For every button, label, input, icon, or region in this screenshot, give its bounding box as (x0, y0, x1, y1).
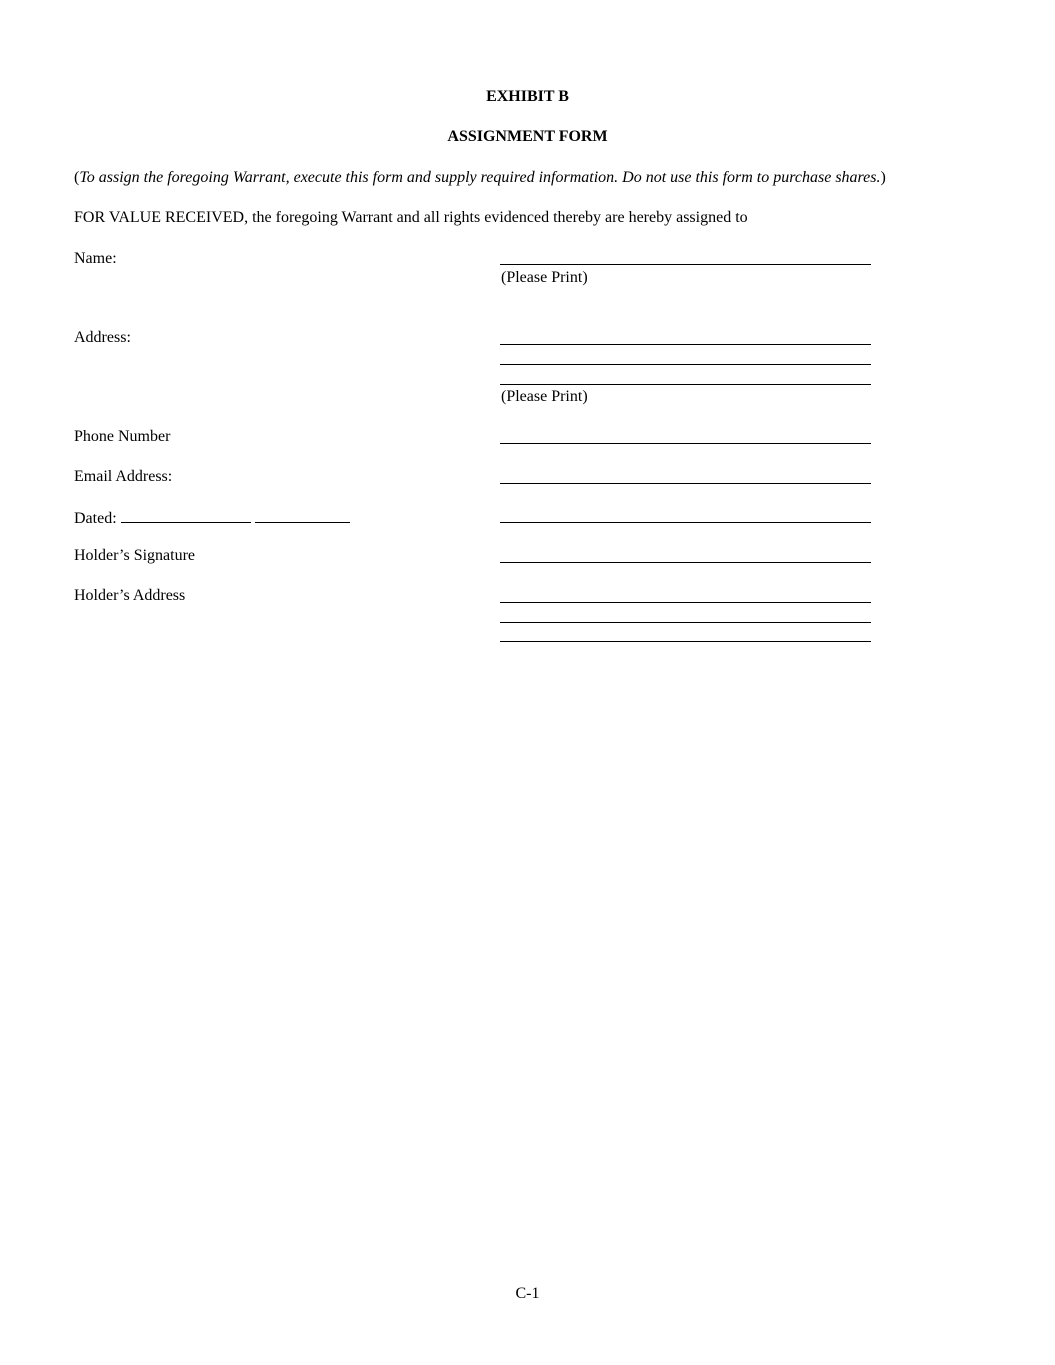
holder-signature-label: Holder’s Signature (74, 547, 196, 564)
email-field[interactable] (500, 483, 871, 484)
holder-signature-field[interactable] (500, 562, 871, 563)
address-label: Address: (74, 329, 131, 346)
form-title: ASSIGNMENT FORM (447, 128, 608, 145)
holder-address-field-line-3[interactable] (500, 641, 871, 642)
name-please-print-note: (Please Print) (501, 269, 588, 286)
email-label: Email Address: (74, 468, 173, 485)
address-field-line-1[interactable] (500, 344, 871, 345)
address-please-print-note: (Please Print) (501, 388, 588, 405)
instructions-open-paren: ( (74, 169, 80, 186)
dated-year-field[interactable] (255, 507, 350, 523)
instructions-close-paren: ) (880, 169, 886, 186)
address-field-line-2[interactable] (500, 364, 871, 365)
dated-label: Dated: (74, 510, 117, 527)
instructions (74, 168, 886, 188)
page-number: C-1 (515, 1285, 540, 1302)
name-label: Name: (74, 250, 117, 267)
holder-address-field-line-1[interactable] (500, 602, 871, 603)
dated-month-day-field[interactable] (121, 507, 251, 523)
dated-right-field[interactable] (500, 522, 871, 523)
exhibit-title: EXHIBIT B (486, 88, 569, 105)
assignment-intro: FOR VALUE RECEIVED, the foregoing Warrant and all rights evidenced thereby are hereby assigned to (74, 209, 748, 226)
holder-address-field-line-2[interactable] (500, 622, 871, 623)
dated-row (74, 507, 350, 529)
name-field[interactable] (500, 264, 871, 265)
address-field-line-3[interactable] (500, 384, 871, 385)
instructions-text: To assign the foregoing Warrant, execute this form and supply required information. Do not use this form to purchase shares. (79, 169, 881, 186)
phone-label: Phone Number (74, 428, 171, 445)
holder-address-label: Holder’s Address (74, 587, 186, 604)
phone-field[interactable] (500, 443, 871, 444)
